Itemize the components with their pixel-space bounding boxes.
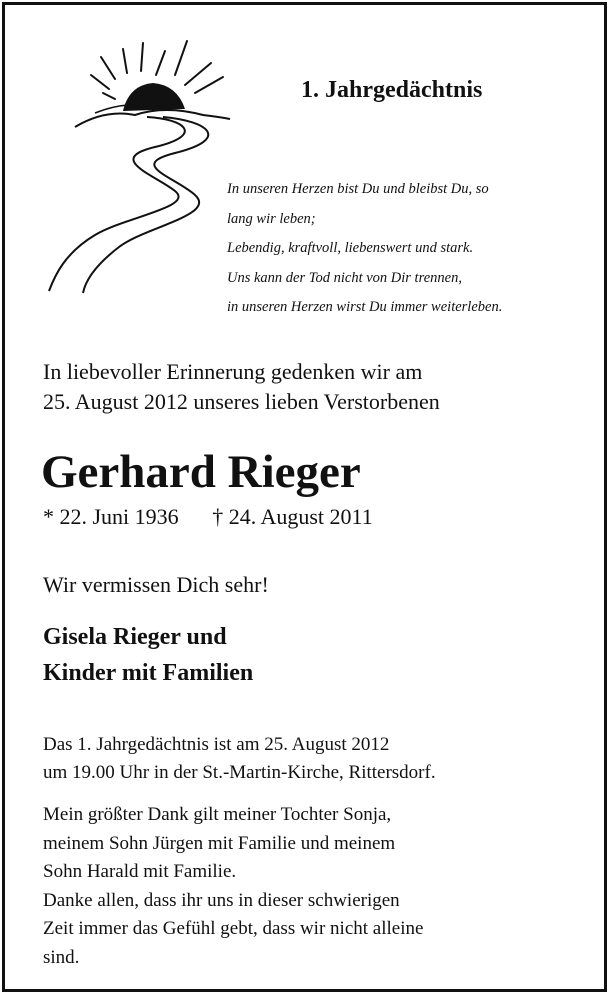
memorial-notice-frame — [2, 2, 607, 992]
memorial-poem — [227, 175, 597, 323]
service-info — [43, 731, 436, 787]
signers — [43, 619, 253, 691]
miss-line: Wir vermissen Dich sehr! — [43, 572, 269, 597]
thanks-line: Danke allen, dass ihr uns in dieser schwierigen — [43, 889, 400, 911]
birth-date: * 22. Juni 1936 — [43, 504, 179, 529]
life-dates — [43, 502, 373, 532]
signer-line: Gisela Rieger und — [43, 624, 227, 650]
notice-heading: 1. Jahrgedächtnis — [301, 77, 483, 103]
sun-path-icon — [35, 35, 235, 295]
poem-line: Lebendig, kraftvoll, liebenswert und stark. — [227, 240, 474, 256]
thanks-line: sind. — [43, 946, 80, 968]
thanks-line: Zeit immer das Gefühl gebt, dass wir nicht alleine — [43, 918, 424, 939]
thanks-line: Mein größter Dank gilt meiner Tochter Sonja, — [43, 804, 392, 825]
thanks-line: Sohn Harald mit Familie. — [43, 861, 237, 882]
poem-line: lang wir leben; — [227, 210, 316, 227]
remembrance-intro — [43, 357, 603, 417]
poem-line: in unseren Herzen wirst Du immer weiterleben. — [227, 299, 503, 315]
signer-line: Kinder mit Familien — [43, 660, 254, 686]
service-line: Das 1. Jahrgedächtnis ist am 25. August 2012 — [43, 734, 390, 755]
deceased-name: Gerhard Rieger — [41, 446, 361, 498]
intro-line: In liebevoller Erinnerung gedenken wir am — [43, 359, 423, 384]
poem-line: In unseren Herzen bist Du und bleibst Du, so — [227, 181, 489, 197]
intro-line: 25. August 2012 unseres lieben Verstorbenen — [43, 389, 440, 414]
thanks-text — [43, 801, 423, 972]
death-date: † 24. August 2011 — [212, 504, 373, 529]
service-line: um 19.00 Uhr in der St.-Martin-Kirche, Rittersdorf. — [43, 762, 436, 783]
poem-line: Uns kann der Tod nicht von Dir trennen, — [227, 269, 462, 286]
thanks-line: meinem Sohn Jürgen mit Familie und meinem — [43, 832, 396, 854]
